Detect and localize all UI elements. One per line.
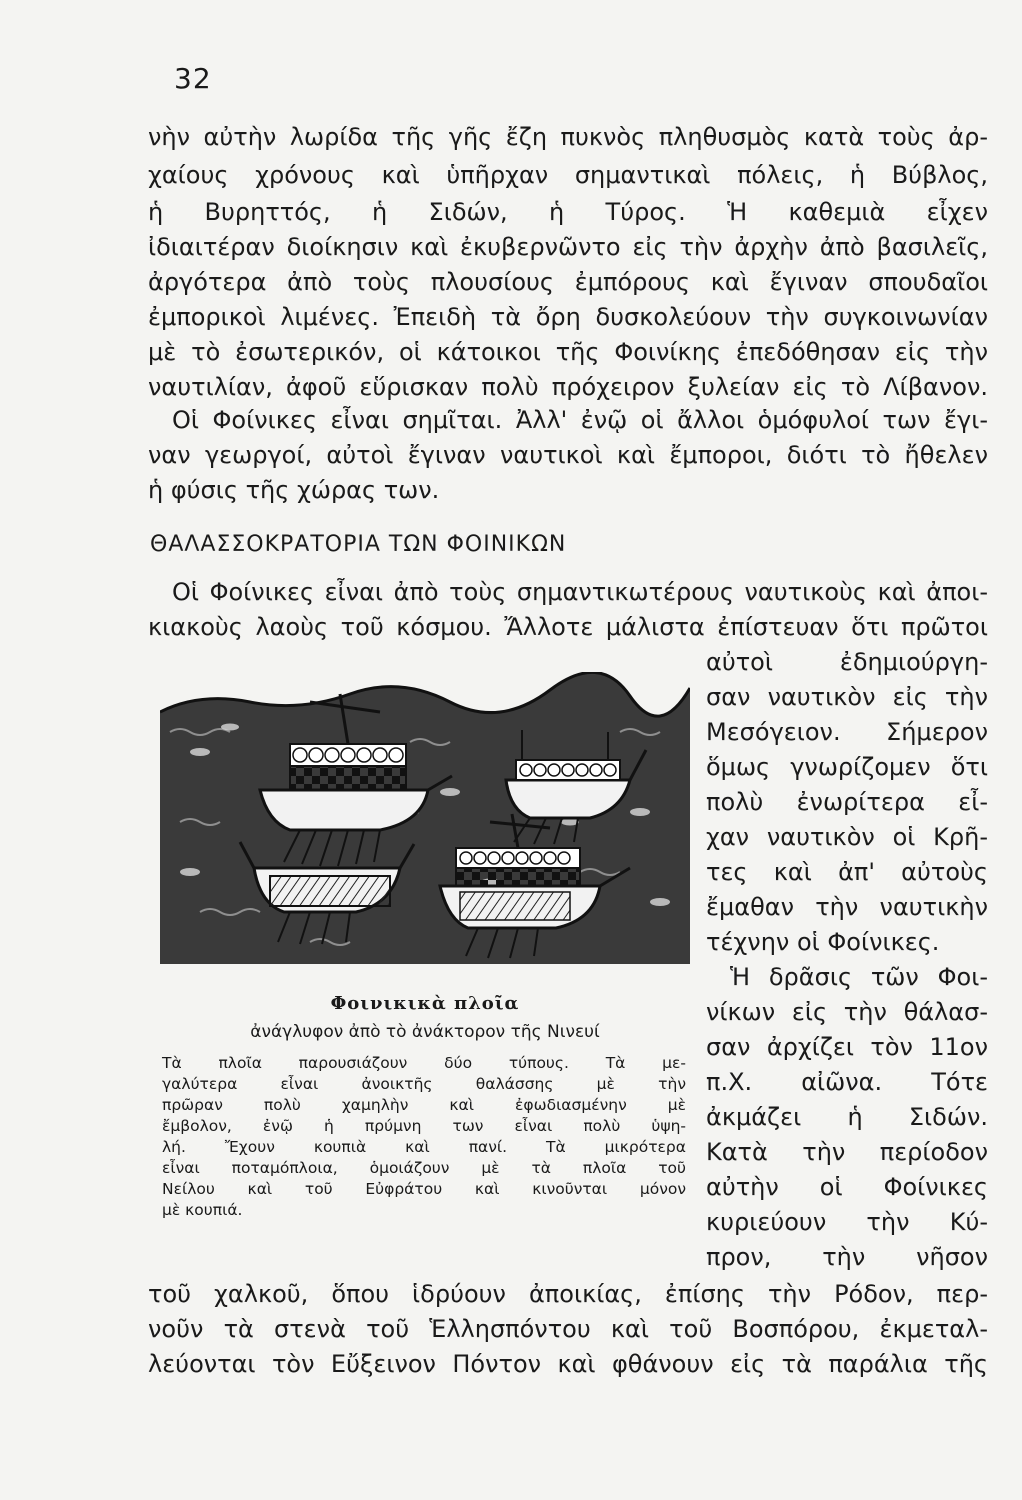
text-line: ναυτιλίαν, ἀφοῦ εὕρισκαν πολὺ πρόχειρον ξυλείαν εἰς τὸ Λίβανον.: [148, 373, 988, 401]
text-line: ὅμως γνωρίζομεν ὅτι: [706, 753, 988, 781]
text-line: χαίους χρόνους καὶ ὑπῆρχαν σημαντικαὶ πόλεις, ἡ Βύβλος,: [148, 161, 988, 189]
text-line: Οἱ Φοίνικες εἶναι σημῖται. Ἀλλ' ἐνῷ οἱ ἄλλοι ὁμόφυλοί των ἔγι-: [172, 406, 988, 434]
text-line: ἡ Βυρηττός, ἡ Σιδών, ἡ Τύρος. Ἡ καθεμιὰ εἶχεν: [148, 198, 988, 226]
text-line: ἀργότερα ἀπὸ τοὺς πλουσίους ἐμπόρους καὶ ἔγιναν σπουδαῖοι: [148, 268, 988, 296]
text-line: π.Χ. αἰῶνα. Τότε: [706, 1068, 988, 1096]
text-line: ἔμαθαν τὴν ναυτικὴν: [706, 893, 988, 921]
text-line: σαν ἀρχίζει τὸν 11ον: [706, 1033, 988, 1061]
figure-caption-subtitle: ἀνάγλυφον ἀπὸ τὸ ἀνάκτορον τῆς Νινευί: [250, 1022, 600, 1042]
text-line: Οἱ Φοίνικες εἶναι ἀπὸ τοὺς σημαντικωτέρους ναυτικοὺς καὶ ἀποι-: [172, 578, 988, 606]
caption-line: γαλύτερα εἶναι ἀνοικτῆς θαλάσσης μὲ τὴν: [162, 1075, 686, 1093]
text-line: λεύονται τὸν Εὔξεινον Πόντον καὶ φθάνουν εἰς τὰ παράλια τῆς: [148, 1350, 988, 1378]
text-line: νοῦν τὰ στενὰ τοῦ Ἑλλησπόντου καὶ τοῦ Βοσπόρου, ἐκμεταλ-: [148, 1315, 988, 1343]
text-line: αὐτοὶ ἐδημιούργη-: [706, 648, 988, 676]
text-line: ἰδιαιτέραν διοίκησιν καὶ ἐκυβερνῶντο εἰς τὴν ἀρχὴν ἀπὸ βασιλεῖς,: [148, 233, 988, 261]
text-line: χαν ναυτικὸν οἱ Κρῆ-: [706, 823, 988, 851]
text-line: νὴν αὐτὴν λωρίδα τῆς γῆς ἔζη πυκνὸς πληθυσμὸς κατὰ τοὺς ἀρ-: [148, 123, 988, 151]
text-line: κυριεύουν τὴν Κύ-: [706, 1208, 988, 1236]
caption-line: ἔμβολον, ἐνῷ ἡ πρύμνη των εἶναι πολὺ ὑψη-: [162, 1117, 686, 1135]
text-line: ναν γεωργοί, αὐτοὶ ἔγιναν ναυτικοὶ καὶ ἔμποροι, διότι τὸ ἤθελεν: [148, 441, 988, 469]
text-line: νίκων εἰς τὴν θάλασ-: [706, 998, 988, 1026]
text-line: κιακοὺς λαοὺς τοῦ κόσμου. Ἄλλοτε μάλιστα ἐπίστευαν ὅτι πρῶτοι: [148, 613, 988, 641]
caption-line: λή. Ἔχουν κουπιὰ καὶ πανί. Τὰ μικρότερα: [162, 1138, 686, 1156]
section-heading: ΘΑΛΑΣΣΟΚΡΑΤΟΡΙΑ ΤΩΝ ΦΟΙΝΙΚΩΝ: [150, 532, 567, 557]
caption-line: εἶναι ποταμόπλοια, ὁμοιάζουν μὲ τὰ πλοῖα τοῦ: [162, 1159, 686, 1177]
text-line: ἐμπορικοὶ λιμένες. Ἐπειδὴ τὰ ὄρη δυσκολεύουν τὴν συγκοινωνίαν: [148, 303, 988, 331]
text-line: πολὺ ἐνωρίτερα εἶ-: [706, 788, 988, 816]
text-line: μὲ τὸ ἐσωτερικόν, οἱ κάτοικοι τῆς Φοινίκης ἐπεδόθησαν εἰς τὴν: [148, 338, 988, 366]
text-line: τέχνην οἱ Φοίνικες.: [706, 928, 940, 956]
caption-line: μὲ κουπιά.: [162, 1201, 243, 1219]
caption-line: Νείλου καὶ τοῦ Εὐφράτου καὶ κινοῦνται μόνον: [162, 1180, 686, 1198]
text-line: Ἡ δρᾶσις τῶν Φοι-: [730, 963, 988, 991]
page-number: 32: [174, 62, 212, 95]
caption-line: Τὰ πλοῖα παρουσιάζουν δύο τύπους. Τὰ με-: [162, 1054, 686, 1072]
text-line: ἡ φύσις τῆς χώρας των.: [148, 476, 440, 504]
text-line: τες καὶ ἀπ' αὐτοὺς: [706, 858, 988, 886]
text-line: Κατὰ τὴν περίοδον: [706, 1138, 988, 1166]
text-line: σαν ναυτικὸν εἰς τὴν: [706, 683, 988, 711]
text-line: αὐτὴν οἱ Φοίνικες: [706, 1173, 988, 1201]
text-line: ἀκμάζει ἡ Σιδών.: [706, 1103, 988, 1131]
caption-line: πρῶραν πολὺ χαμηλὴν καὶ ἐφωδιασμένην μὲ: [162, 1096, 686, 1114]
figure-caption-title: Φοινικικὰ πλοῖα: [330, 993, 520, 1014]
phoenician-ships-relief-image: [160, 672, 690, 964]
text-line: Μεσόγειον. Σήμερον: [706, 718, 988, 746]
text-line: τοῦ χαλκοῦ, ὅπου ἱδρύουν ἀποικίας, ἐπίσης τὴν Ρόδον, περ-: [148, 1280, 988, 1308]
text-line: προν, τὴν νῆσον: [706, 1243, 988, 1271]
